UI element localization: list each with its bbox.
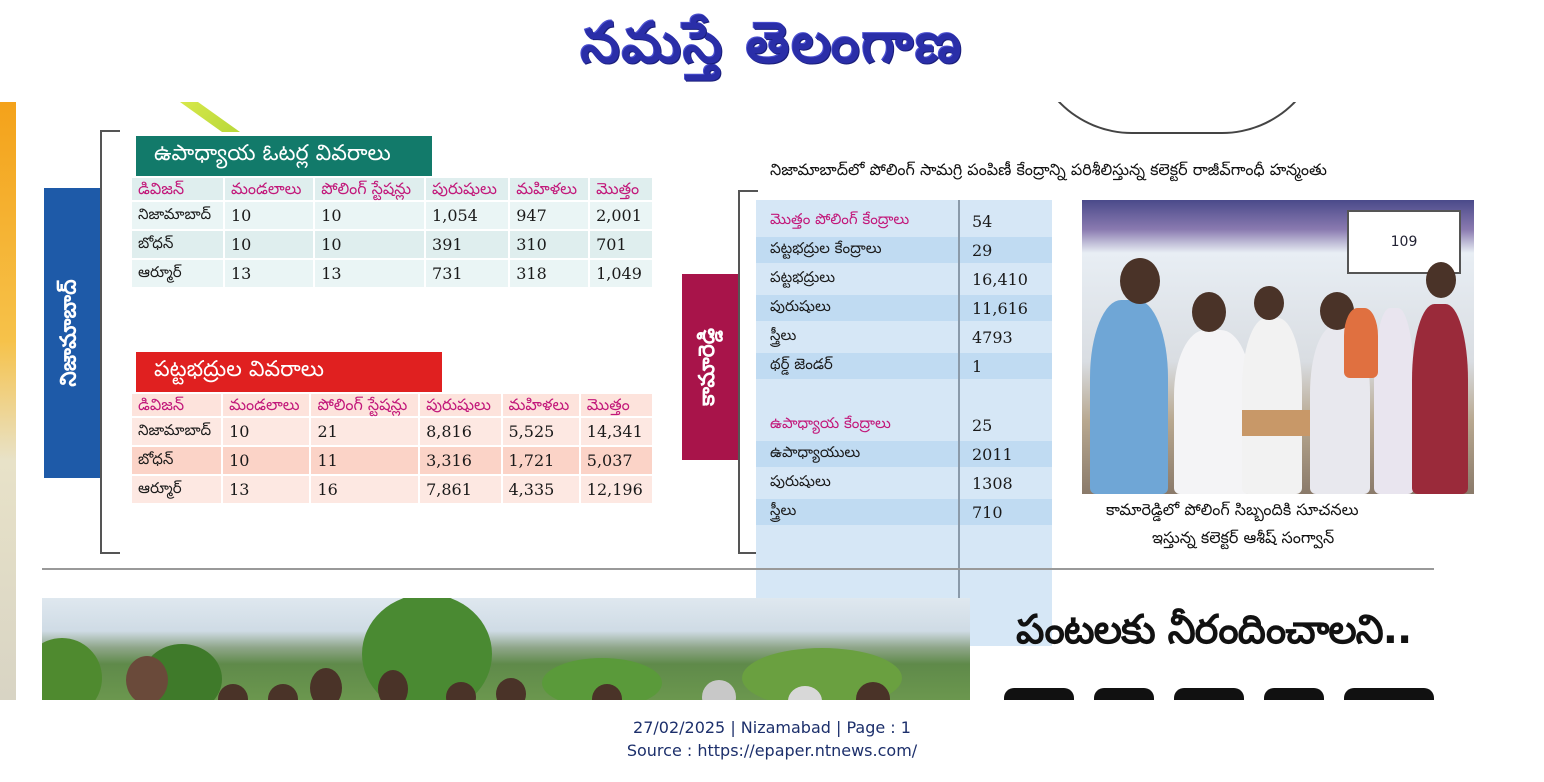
value-cell: 16 [310,475,419,503]
person [1242,318,1302,494]
person-head [1254,286,1284,320]
stat-label: పట్టభద్రుల కేంద్రాలు [770,239,882,257]
value-cell: 12,196 [580,475,653,503]
column-header: మహిళలు [509,178,589,201]
stat-value: 25 [972,415,993,435]
stat-row [756,208,1052,234]
column-header: మొత్తం [580,394,653,417]
stat-label: స్త్రీలు [770,501,797,519]
table-row [132,475,653,503]
stat-row [756,324,1052,350]
stat-label: పురుషులు [770,472,831,490]
column-header: మండలాలు [222,394,310,417]
stat-row [756,266,1052,292]
stat-value: 710 [972,502,1003,522]
column-header: మొత్తం [589,178,653,201]
stat-row [756,237,1052,263]
person [1412,304,1468,494]
value-cell: 318 [509,259,589,287]
person [1174,330,1252,494]
photo-caption-line1: కామారెడ్డిలో పోలింగ్ సిబ్బందికి సూచనలు [1106,500,1359,519]
newspaper-page [0,102,1544,700]
column-header: డివిజన్ [132,178,224,201]
value-cell: 13 [314,259,425,287]
division-cell: ఆర్మూర్ [132,475,222,503]
kamareddy-photo [1082,200,1474,494]
table-row [132,259,653,287]
stat-value: 1 [972,356,983,376]
stat-value: 29 [972,240,993,260]
stat-label: ఉపాధ్యాయ కేంద్రాలు [770,414,891,432]
table-row [132,446,653,475]
person-head [1192,292,1226,332]
tree [42,638,102,700]
person-head [126,656,168,700]
kamareddy-table-divider [958,200,960,646]
value-cell: 701 [589,230,653,259]
value-cell: 14,341 [580,417,653,446]
graduates-section-title: పట్టభద్రుల వివరాలు [136,352,442,392]
farmers-photo [42,598,970,700]
value-cell: 5,037 [580,446,653,475]
stat-row [756,353,1052,379]
section-divider [42,568,1434,570]
table-row [132,230,653,259]
value-cell: 10 [224,230,314,259]
division-cell: నిజామాబాద్ [132,201,224,230]
division-cell: ఆర్మూర్ [132,259,224,287]
kamareddy-table [756,200,1052,646]
value-cell: 21 [310,417,419,446]
stat-label: పట్టభద్రులు [770,268,836,286]
table-row [132,201,653,230]
value-cell: 8,816 [419,417,501,446]
column-header: పోలింగ్ స్టేషన్లు [310,394,419,417]
stat-label: పురుషులు [770,297,831,315]
person [1090,300,1168,494]
division-cell: బోధన్ [132,230,224,259]
value-cell: 10 [314,230,425,259]
value-cell: 5,525 [502,417,580,446]
nizamabad-label: నిజామాబాద్ [44,188,100,478]
value-cell: 10 [222,446,310,475]
kamareddy-bracket [738,190,758,554]
masthead-title: నమస్తే తెలంగాణ [580,10,964,76]
person-head [496,678,526,700]
column-header: పురుషులు [419,394,501,417]
decorative-circle [1030,102,1324,134]
decorative-stripe [180,102,240,132]
footer-source-line: Source : https://epaper.ntnews.com/ [626,741,918,760]
photo-caption-top: నిజామాబాద్‌లో పోలింగ్ సామగ్రి పంపిణీ కేంద్రాన్ని పరిశీలిస్తున్న కలెక్టర్ రాజీవ్‌గాంధీ హన్మంతు [770,160,1327,179]
division-cell: బోధన్ [132,446,222,475]
column-header: మండలాలు [224,178,314,201]
person [1374,308,1414,494]
stat-label: ఉపాధ్యాయులు [770,443,861,461]
value-cell: 7,861 [419,475,501,503]
stat-value: 2011 [972,444,1013,464]
photo-caption-line2: ఇస్తున్న కలెక్టర్ ఆశీష్ సంగ్వాన్ [1152,528,1335,547]
person-head [268,684,298,700]
column-header: పోలింగ్ స్టేషన్లు [314,178,425,201]
value-cell: 1,721 [502,446,580,475]
value-cell: 3,316 [419,446,501,475]
stat-row [756,499,1052,525]
person [1344,308,1378,378]
person-head [310,668,342,700]
story-headline: పంటలకు నీరందించాలని.. [1016,607,1412,653]
person-head [1120,258,1160,304]
value-cell: 391 [425,230,509,259]
stat-label: మొత్తం పోలింగ్ కేంద్రాలు [770,210,910,228]
table-row [132,417,653,446]
stat-value: 1308 [972,473,1013,493]
teachers-table [132,178,654,287]
value-cell: 310 [509,230,589,259]
stat-label: థర్డ్ జెండర్ [770,355,833,373]
stat-label: స్త్రీలు [770,326,797,344]
column-header: డివిజన్ [132,394,222,417]
stat-value: 54 [972,211,993,231]
footer [0,716,1544,762]
person-head [702,680,736,700]
stat-row [756,412,1052,438]
value-cell: 1,054 [425,201,509,230]
value-cell: 947 [509,201,589,230]
person-head [1426,262,1456,298]
person-head [218,684,248,700]
value-cell: 13 [222,475,310,503]
value-cell: 13 [224,259,314,287]
teachers-section-title: ఉపాధ్యాయ ఓటర్ల వివరాలు [136,136,432,176]
division-cell: నిజామాబాద్ [132,417,222,446]
footer-date-line: 27/02/2025 | Nizamabad | Page : 1 [633,718,911,737]
value-cell: 731 [425,259,509,287]
stat-row [756,295,1052,321]
banner: 109 [1347,210,1461,274]
stat-row [756,470,1052,496]
column-header: మహిళలు [502,394,580,417]
stat-value: 4793 [972,327,1013,347]
stat-value: 11,616 [972,298,1028,318]
value-cell: 10 [224,201,314,230]
kamareddy-label: కామారెడ్డి [682,274,738,460]
value-cell: 11 [310,446,419,475]
masthead [0,0,1544,100]
value-cell: 10 [314,201,425,230]
stat-value: 16,410 [972,269,1028,289]
nizamabad-bracket [100,130,120,554]
value-cell: 1,049 [589,259,653,287]
value-cell: 4,335 [502,475,580,503]
left-edge-decoration [0,102,16,700]
column-header: పురుషులు [425,178,509,201]
story-subheadline-cropped [1004,670,1464,700]
graduates-table [132,394,654,503]
stat-row [756,441,1052,467]
value-cell: 2,001 [589,201,653,230]
person-head [378,670,408,700]
value-cell: 10 [222,417,310,446]
